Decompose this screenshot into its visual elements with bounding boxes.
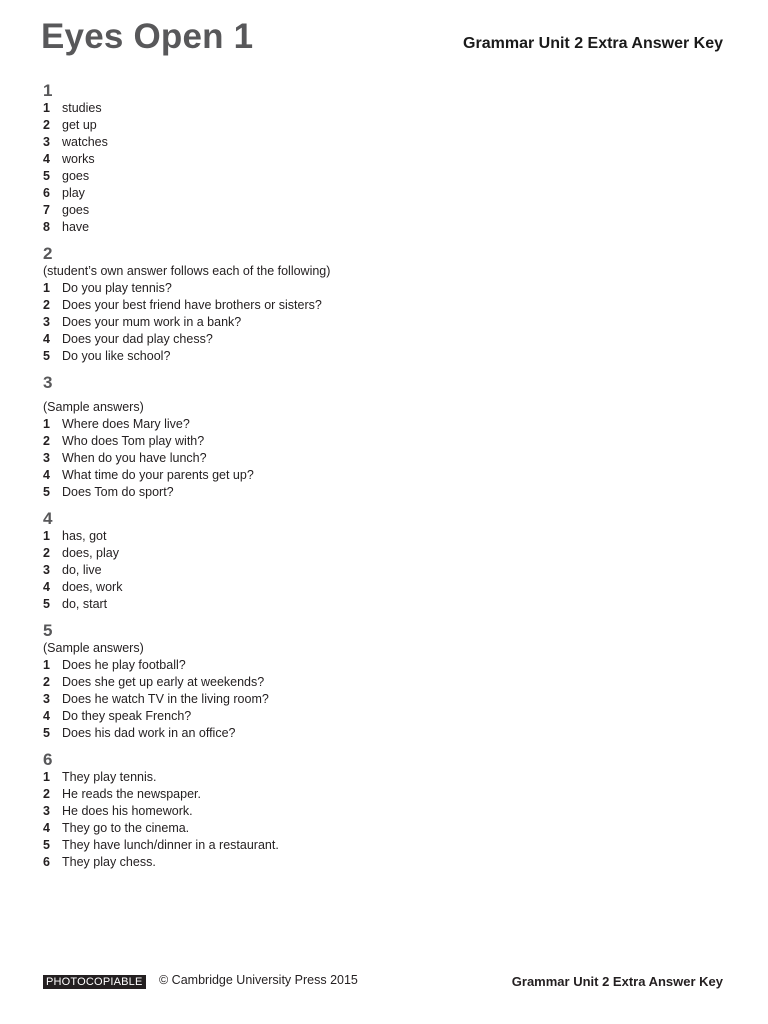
list-item [43, 314, 723, 331]
item-text: does, work [62, 580, 123, 594]
item-text: Do you play tennis? [62, 281, 172, 295]
list-item [43, 820, 723, 837]
item-number: 2 [43, 434, 50, 448]
section-number: 2 [43, 244, 53, 263]
item-text: Does he play football? [62, 658, 186, 672]
list-item [43, 769, 723, 786]
section-number: 6 [43, 750, 53, 769]
page-footer [43, 972, 723, 992]
list-item [43, 854, 723, 871]
list-item [43, 331, 723, 348]
item-number: 2 [43, 118, 50, 132]
item-text: Does she get up early at weekends? [62, 675, 265, 689]
item-number: 4 [43, 332, 50, 346]
section-number: 5 [43, 621, 53, 640]
list-item [43, 803, 723, 820]
item-number: 4 [43, 709, 50, 723]
section-5 [43, 621, 723, 742]
item-text: have [62, 220, 90, 234]
list-item [43, 691, 723, 708]
item-number: 2 [43, 546, 50, 560]
list-item [43, 596, 723, 613]
photocopiable-badge: PHOTOCOPIABLE [43, 975, 146, 989]
item-text: Does your mum work in a bank? [62, 315, 242, 329]
item-number: 4 [43, 580, 50, 594]
document-title: Grammar Unit 2 Extra Answer Key [463, 35, 723, 52]
item-text: They play chess. [62, 855, 156, 869]
item-number: 3 [43, 135, 50, 149]
list-item [43, 674, 723, 691]
list-item [43, 348, 723, 365]
list-item [43, 467, 723, 484]
item-text: works [62, 152, 95, 166]
item-text: They play tennis. [62, 770, 157, 784]
item-number: 3 [43, 563, 50, 577]
item-text: What time do your parents get up? [62, 468, 254, 482]
answer-key-content [43, 81, 723, 879]
list-item [43, 725, 723, 742]
list-item [43, 579, 723, 596]
list-item [43, 297, 723, 314]
item-text: goes [62, 203, 90, 217]
item-text: Where does Mary live? [62, 417, 190, 431]
list-item [43, 545, 723, 562]
section-number: 3 [43, 373, 53, 392]
footer-title: Grammar Unit 2 Extra Answer Key [511, 974, 723, 989]
item-number: 1 [43, 281, 50, 295]
list-item [43, 708, 723, 725]
item-number: 1 [43, 658, 50, 672]
list-item [43, 657, 723, 674]
list-item [43, 168, 723, 185]
item-text: They have lunch/dinner in a restaurant. [62, 838, 279, 852]
list-item [43, 450, 723, 467]
list-item [43, 433, 723, 450]
section-6 [43, 750, 723, 871]
item-text: When do you have lunch? [62, 451, 207, 465]
item-text: do, start [62, 597, 108, 611]
section-note: (Sample answers) [43, 641, 144, 655]
list-item [43, 219, 723, 236]
item-number: 5 [43, 349, 50, 363]
list-item [43, 484, 723, 501]
item-text: Does your dad play chess? [62, 332, 213, 346]
item-text: Does your best friend have brothers or sisters? [62, 298, 322, 312]
section-note: (Sample answers) [43, 400, 144, 414]
item-text: do, live [62, 563, 102, 577]
brand-title: Eyes Open 1 [41, 17, 254, 56]
item-text: play [62, 186, 85, 200]
section-2 [43, 244, 723, 365]
item-number: 2 [43, 787, 50, 801]
section-3 [43, 373, 723, 501]
item-number: 1 [43, 529, 50, 543]
item-number: 1 [43, 770, 50, 784]
item-text: goes [62, 169, 90, 183]
item-text: has, got [62, 529, 107, 543]
item-text: Do they speak French? [62, 709, 192, 723]
list-item [43, 151, 723, 168]
item-number: 4 [43, 152, 50, 166]
list-item [43, 528, 723, 545]
section-number: 4 [43, 509, 53, 528]
list-item [43, 786, 723, 803]
section-4 [43, 509, 723, 613]
item-text: They go to the cinema. [62, 821, 190, 835]
item-number: 6 [43, 855, 50, 869]
item-text: He reads the newspaper. [62, 787, 201, 801]
item-text: Who does Tom play with? [62, 434, 205, 448]
list-item [43, 837, 723, 854]
item-number: 5 [43, 838, 50, 852]
item-number: 8 [43, 220, 50, 234]
item-text: Does Tom do sport? [62, 485, 174, 499]
list-item [43, 202, 723, 219]
item-text: Do you like school? [62, 349, 171, 363]
list-item [43, 280, 723, 297]
item-number: 4 [43, 468, 50, 482]
item-number: 2 [43, 298, 50, 312]
item-number: 1 [43, 417, 50, 431]
list-item [43, 185, 723, 202]
item-text: studies [62, 101, 102, 115]
item-text: Does he watch TV in the living room? [62, 692, 269, 706]
item-number: 5 [43, 726, 50, 740]
list-item [43, 100, 723, 117]
item-number: 7 [43, 203, 50, 217]
section-number: 1 [43, 81, 53, 100]
item-number: 3 [43, 451, 50, 465]
list-item [43, 117, 723, 134]
section-note: (student’s own answer follows each of the following) [43, 264, 331, 278]
item-number: 3 [43, 804, 50, 818]
item-number: 6 [43, 186, 50, 200]
copyright-text: © Cambridge University Press 2015 [159, 973, 358, 987]
list-item [43, 562, 723, 579]
item-number: 5 [43, 485, 50, 499]
item-number: 1 [43, 101, 50, 115]
item-text: He does his homework. [62, 804, 193, 818]
item-text: Does his dad work in an office? [62, 726, 236, 740]
item-number: 3 [43, 315, 50, 329]
item-number: 5 [43, 597, 50, 611]
list-item [43, 416, 723, 433]
item-text: watches [62, 135, 108, 149]
item-number: 3 [43, 692, 50, 706]
item-text: get up [62, 118, 97, 132]
item-number: 5 [43, 169, 50, 183]
section-1 [43, 81, 723, 236]
list-item [43, 134, 723, 151]
item-text: does, play [62, 546, 119, 560]
item-number: 4 [43, 821, 50, 835]
item-number: 2 [43, 675, 50, 689]
